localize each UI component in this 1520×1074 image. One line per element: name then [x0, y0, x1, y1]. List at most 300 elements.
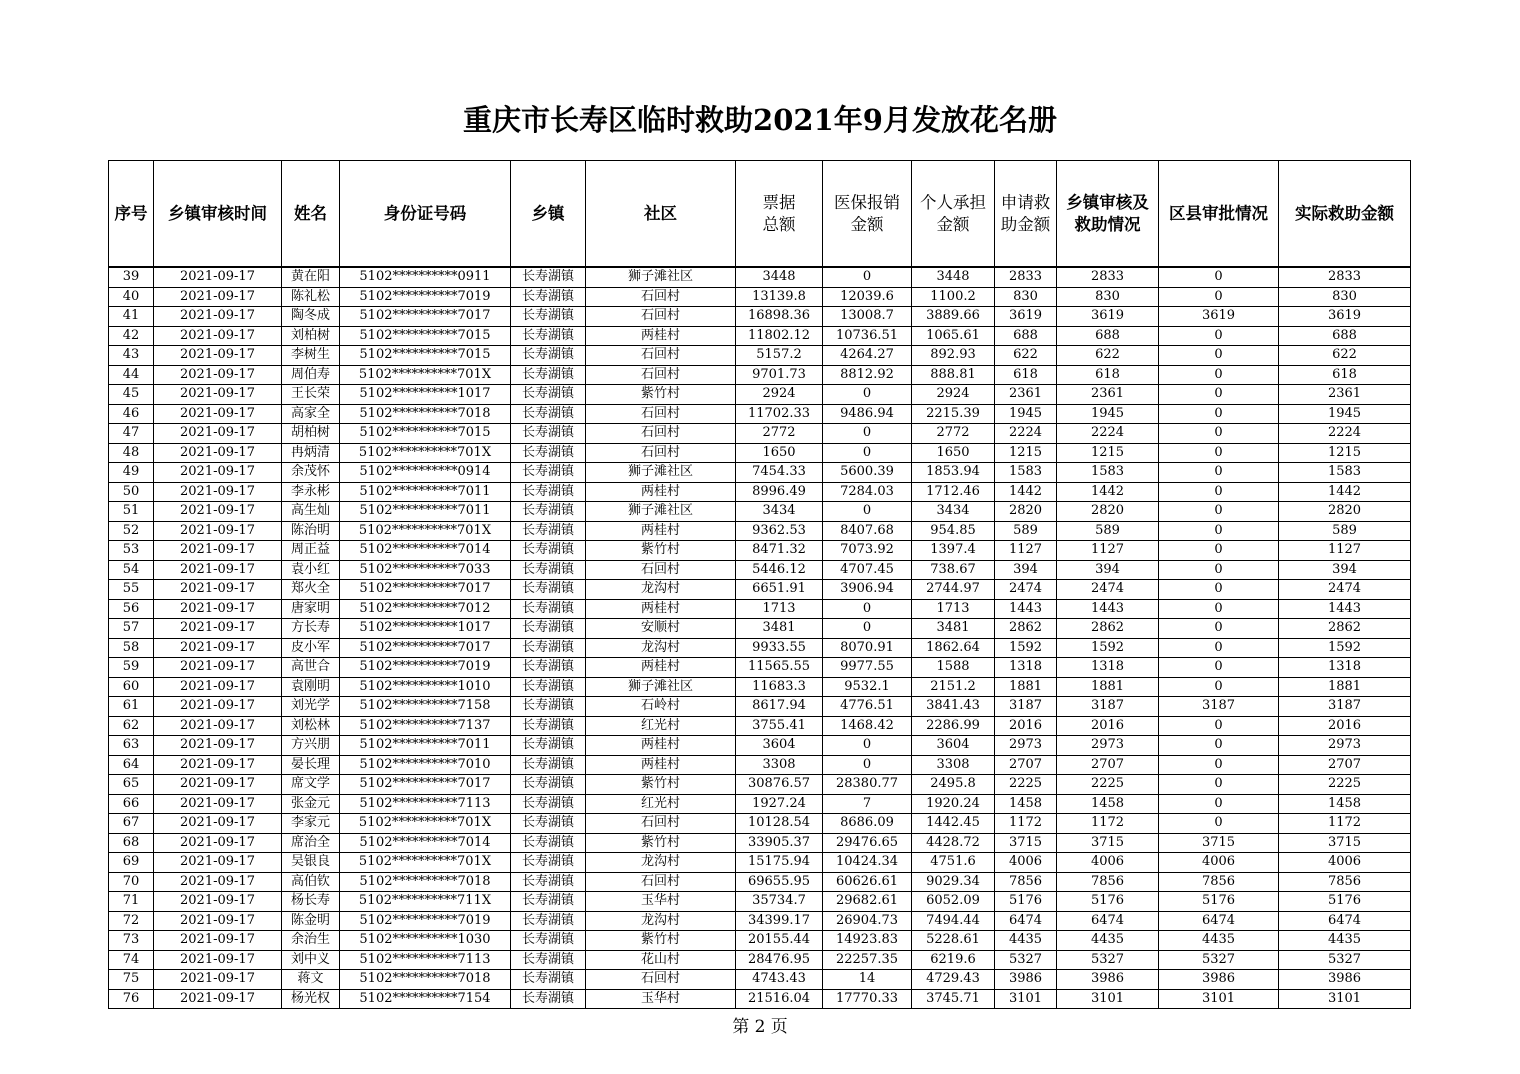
cell-requested-amount: 1458	[995, 794, 1057, 814]
cell-town-review: 2820	[1057, 502, 1159, 522]
table-row	[109, 872, 1411, 892]
cell-town: 长寿湖镇	[511, 794, 586, 814]
cell-requested-amount: 589	[995, 521, 1057, 541]
cell-town: 长寿湖镇	[511, 541, 586, 561]
cell-insurance-reimbursed: 8070.91	[823, 638, 912, 658]
cell-actual-amount: 4006	[1279, 853, 1411, 873]
cell-requested-amount: 1442	[995, 482, 1057, 502]
cell-community: 石回村	[586, 365, 736, 385]
cell-bill-total: 1927.24	[736, 794, 823, 814]
cell-review-date: 2021-09-17	[154, 326, 282, 346]
cell-actual-amount: 622	[1279, 346, 1411, 366]
cell-review-date: 2021-09-17	[154, 619, 282, 639]
cell-bill-total: 28476.95	[736, 950, 823, 970]
column-header-community: 社区	[586, 161, 736, 268]
cell-insurance-reimbursed: 60626.61	[823, 872, 912, 892]
cell-town-review: 2016	[1057, 716, 1159, 736]
cell-actual-amount: 1172	[1279, 814, 1411, 834]
cell-requested-amount: 622	[995, 346, 1057, 366]
cell-community: 石回村	[586, 443, 736, 463]
cell-requested-amount: 3619	[995, 307, 1057, 327]
cell-community: 龙沟村	[586, 911, 736, 931]
cell-town-review: 1945	[1057, 404, 1159, 424]
table-row	[109, 677, 1411, 697]
cell-name: 唐家明	[282, 599, 340, 619]
table-row	[109, 502, 1411, 522]
cell-bill-total: 5157.2	[736, 346, 823, 366]
cell-actual-amount: 3101	[1279, 989, 1411, 1009]
cell-seq: 45	[109, 385, 154, 405]
cell-requested-amount: 2707	[995, 755, 1057, 775]
cell-bill-total: 11683.3	[736, 677, 823, 697]
cell-seq: 63	[109, 736, 154, 756]
cell-town-review: 2225	[1057, 775, 1159, 795]
cell-district-approval: 0	[1159, 385, 1279, 405]
cell-id-number: 5102**********7012	[340, 599, 511, 619]
cell-town: 长寿湖镇	[511, 599, 586, 619]
table-row	[109, 814, 1411, 834]
cell-community: 石回村	[586, 404, 736, 424]
cell-bill-total: 8617.94	[736, 697, 823, 717]
cell-review-date: 2021-09-17	[154, 658, 282, 678]
cell-town-review: 1583	[1057, 463, 1159, 483]
cell-seq: 48	[109, 443, 154, 463]
cell-name: 高家全	[282, 404, 340, 424]
cell-actual-amount: 4435	[1279, 931, 1411, 951]
cell-community: 石回村	[586, 287, 736, 307]
cell-name: 刘光学	[282, 697, 340, 717]
cell-id-number: 5102**********1017	[340, 619, 511, 639]
cell-personal-cost: 4729.43	[912, 970, 995, 990]
cell-insurance-reimbursed: 9486.94	[823, 404, 912, 424]
cell-name: 陈礼松	[282, 287, 340, 307]
cell-actual-amount: 3986	[1279, 970, 1411, 990]
cell-seq: 39	[109, 267, 154, 287]
cell-seq: 68	[109, 833, 154, 853]
cell-id-number: 5102**********7154	[340, 989, 511, 1009]
cell-name: 王长荣	[282, 385, 340, 405]
cell-community: 安顺村	[586, 619, 736, 639]
cell-town-review: 1127	[1057, 541, 1159, 561]
cell-personal-cost: 2495.8	[912, 775, 995, 795]
cell-id-number: 5102**********7017	[340, 775, 511, 795]
cell-personal-cost: 3448	[912, 267, 995, 287]
cell-personal-cost: 3308	[912, 755, 995, 775]
cell-name: 李家元	[282, 814, 340, 834]
cell-district-approval: 0	[1159, 541, 1279, 561]
cell-name: 吴银良	[282, 853, 340, 873]
cell-community: 紫竹村	[586, 833, 736, 853]
table-row	[109, 326, 1411, 346]
column-header-insurance-reimbursed: 医保报销 金额	[823, 161, 912, 268]
cell-personal-cost: 3604	[912, 736, 995, 756]
cell-name: 杨长寿	[282, 892, 340, 912]
table-row	[109, 599, 1411, 619]
cell-bill-total: 20155.44	[736, 931, 823, 951]
cell-town: 长寿湖镇	[511, 658, 586, 678]
cell-seq: 67	[109, 814, 154, 834]
cell-district-approval: 0	[1159, 463, 1279, 483]
cell-requested-amount: 1583	[995, 463, 1057, 483]
cell-district-approval: 0	[1159, 502, 1279, 522]
cell-requested-amount: 3187	[995, 697, 1057, 717]
cell-personal-cost: 1100.2	[912, 287, 995, 307]
cell-actual-amount: 1881	[1279, 677, 1411, 697]
cell-community: 狮子滩社区	[586, 677, 736, 697]
cell-bill-total: 3308	[736, 755, 823, 775]
cell-requested-amount: 2973	[995, 736, 1057, 756]
cell-id-number: 5102**********7113	[340, 950, 511, 970]
cell-community: 两桂村	[586, 599, 736, 619]
cell-id-number: 5102**********7015	[340, 424, 511, 444]
cell-bill-total: 5446.12	[736, 560, 823, 580]
column-header-district-approval: 区县审批情况	[1159, 161, 1279, 268]
cell-id-number: 5102**********7018	[340, 404, 511, 424]
cell-personal-cost: 1442.45	[912, 814, 995, 834]
cell-personal-cost: 2286.99	[912, 716, 995, 736]
cell-district-approval: 0	[1159, 326, 1279, 346]
cell-insurance-reimbursed: 4776.51	[823, 697, 912, 717]
cell-town-review: 1318	[1057, 658, 1159, 678]
cell-town: 长寿湖镇	[511, 775, 586, 795]
cell-actual-amount: 1583	[1279, 463, 1411, 483]
cell-seq: 40	[109, 287, 154, 307]
cell-seq: 58	[109, 638, 154, 658]
cell-insurance-reimbursed: 17770.33	[823, 989, 912, 1009]
cell-community: 玉华村	[586, 989, 736, 1009]
cell-town: 长寿湖镇	[511, 326, 586, 346]
cell-district-approval: 3986	[1159, 970, 1279, 990]
cell-actual-amount: 394	[1279, 560, 1411, 580]
cell-town: 长寿湖镇	[511, 619, 586, 639]
table-row	[109, 424, 1411, 444]
cell-name: 方长寿	[282, 619, 340, 639]
cell-id-number: 5102**********7017	[340, 638, 511, 658]
cell-personal-cost: 1397.4	[912, 541, 995, 561]
cell-community: 石回村	[586, 346, 736, 366]
cell-town: 长寿湖镇	[511, 755, 586, 775]
cell-actual-amount: 2016	[1279, 716, 1411, 736]
cell-personal-cost: 1650	[912, 443, 995, 463]
cell-id-number: 5102**********7015	[340, 346, 511, 366]
cell-actual-amount: 1443	[1279, 599, 1411, 619]
cell-bill-total: 9933.55	[736, 638, 823, 658]
cell-district-approval: 0	[1159, 755, 1279, 775]
cell-town: 长寿湖镇	[511, 424, 586, 444]
cell-review-date: 2021-09-17	[154, 853, 282, 873]
table-row	[109, 267, 1411, 287]
cell-community: 狮子滩社区	[586, 502, 736, 522]
cell-district-approval: 0	[1159, 365, 1279, 385]
cell-town: 长寿湖镇	[511, 521, 586, 541]
cell-insurance-reimbursed: 26904.73	[823, 911, 912, 931]
cell-personal-cost: 2744.97	[912, 580, 995, 600]
cell-review-date: 2021-09-17	[154, 697, 282, 717]
cell-community: 龙沟村	[586, 580, 736, 600]
cell-insurance-reimbursed: 14923.83	[823, 931, 912, 951]
cell-id-number: 5102**********1010	[340, 677, 511, 697]
cell-community: 石岭村	[586, 697, 736, 717]
cell-insurance-reimbursed: 3906.94	[823, 580, 912, 600]
cell-town: 长寿湖镇	[511, 931, 586, 951]
cell-id-number: 5102**********0911	[340, 267, 511, 287]
cell-town: 长寿湖镇	[511, 267, 586, 287]
cell-personal-cost: 4428.72	[912, 833, 995, 853]
cell-name: 刘柏树	[282, 326, 340, 346]
cell-seq: 71	[109, 892, 154, 912]
cell-review-date: 2021-09-17	[154, 911, 282, 931]
cell-town-review: 2224	[1057, 424, 1159, 444]
cell-district-approval: 0	[1159, 599, 1279, 619]
cell-review-date: 2021-09-17	[154, 541, 282, 561]
cell-insurance-reimbursed: 22257.35	[823, 950, 912, 970]
cell-actual-amount: 3715	[1279, 833, 1411, 853]
cell-name: 余茂怀	[282, 463, 340, 483]
cell-district-approval: 0	[1159, 560, 1279, 580]
cell-seq: 61	[109, 697, 154, 717]
table-row	[109, 833, 1411, 853]
cell-community: 两桂村	[586, 658, 736, 678]
cell-id-number: 5102**********701X	[340, 443, 511, 463]
cell-id-number: 5102**********7033	[340, 560, 511, 580]
cell-community: 两桂村	[586, 521, 736, 541]
cell-personal-cost: 6052.09	[912, 892, 995, 912]
cell-personal-cost: 888.81	[912, 365, 995, 385]
cell-town-review: 1458	[1057, 794, 1159, 814]
cell-name: 陈治明	[282, 521, 340, 541]
cell-seq: 72	[109, 911, 154, 931]
cell-actual-amount: 1442	[1279, 482, 1411, 502]
cell-insurance-reimbursed: 8407.68	[823, 521, 912, 541]
cell-personal-cost: 1588	[912, 658, 995, 678]
table-row	[109, 560, 1411, 580]
cell-requested-amount: 2862	[995, 619, 1057, 639]
cell-district-approval: 0	[1159, 346, 1279, 366]
cell-personal-cost: 2924	[912, 385, 995, 405]
cell-district-approval: 3619	[1159, 307, 1279, 327]
cell-id-number: 5102**********711X	[340, 892, 511, 912]
cell-seq: 74	[109, 950, 154, 970]
cell-review-date: 2021-09-17	[154, 989, 282, 1009]
cell-insurance-reimbursed: 0	[823, 267, 912, 287]
cell-town: 长寿湖镇	[511, 385, 586, 405]
cell-district-approval: 0	[1159, 716, 1279, 736]
cell-personal-cost: 4751.6	[912, 853, 995, 873]
cell-town-review: 2833	[1057, 267, 1159, 287]
table-row	[109, 970, 1411, 990]
cell-review-date: 2021-09-17	[154, 580, 282, 600]
column-header-town-review: 乡镇审核及 救助情况	[1057, 161, 1159, 268]
cell-town: 长寿湖镇	[511, 502, 586, 522]
cell-personal-cost: 3745.71	[912, 989, 995, 1009]
cell-personal-cost: 7494.44	[912, 911, 995, 931]
cell-insurance-reimbursed: 0	[823, 502, 912, 522]
cell-seq: 53	[109, 541, 154, 561]
column-header-personal-cost: 个人承担 金额	[912, 161, 995, 268]
cell-town: 长寿湖镇	[511, 833, 586, 853]
cell-town: 长寿湖镇	[511, 911, 586, 931]
cell-actual-amount: 7856	[1279, 872, 1411, 892]
cell-review-date: 2021-09-17	[154, 560, 282, 580]
cell-seq: 76	[109, 989, 154, 1009]
cell-insurance-reimbursed: 0	[823, 424, 912, 444]
cell-id-number: 5102**********7017	[340, 307, 511, 327]
cell-community: 龙沟村	[586, 638, 736, 658]
cell-personal-cost: 954.85	[912, 521, 995, 541]
table-row	[109, 619, 1411, 639]
cell-requested-amount: 1881	[995, 677, 1057, 697]
cell-district-approval: 0	[1159, 736, 1279, 756]
table-row	[109, 482, 1411, 502]
cell-town: 长寿湖镇	[511, 892, 586, 912]
cell-seq: 42	[109, 326, 154, 346]
cell-community: 两桂村	[586, 755, 736, 775]
cell-requested-amount: 4435	[995, 931, 1057, 951]
cell-review-date: 2021-09-17	[154, 736, 282, 756]
cell-insurance-reimbursed: 5600.39	[823, 463, 912, 483]
cell-bill-total: 10128.54	[736, 814, 823, 834]
cell-name: 李永彬	[282, 482, 340, 502]
cell-town-review: 589	[1057, 521, 1159, 541]
table-row	[109, 463, 1411, 483]
cell-id-number: 5102**********7011	[340, 736, 511, 756]
cell-bill-total: 16898.36	[736, 307, 823, 327]
cell-personal-cost: 1713	[912, 599, 995, 619]
cell-id-number: 5102**********701X	[340, 853, 511, 873]
cell-name: 袁刚明	[282, 677, 340, 697]
column-header-requested-amount: 申请救 助金额	[995, 161, 1057, 268]
cell-requested-amount: 2820	[995, 502, 1057, 522]
cell-personal-cost: 1065.61	[912, 326, 995, 346]
cell-requested-amount: 3986	[995, 970, 1057, 990]
table-row	[109, 580, 1411, 600]
cell-id-number: 5102**********7137	[340, 716, 511, 736]
cell-seq: 50	[109, 482, 154, 502]
cell-name: 刘中义	[282, 950, 340, 970]
cell-bill-total: 15175.94	[736, 853, 823, 873]
cell-requested-amount: 2225	[995, 775, 1057, 795]
cell-requested-amount: 1318	[995, 658, 1057, 678]
cell-seq: 43	[109, 346, 154, 366]
table-row	[109, 892, 1411, 912]
cell-review-date: 2021-09-17	[154, 775, 282, 795]
cell-requested-amount: 1945	[995, 404, 1057, 424]
cell-town: 长寿湖镇	[511, 560, 586, 580]
cell-requested-amount: 2016	[995, 716, 1057, 736]
cell-seq: 57	[109, 619, 154, 639]
cell-actual-amount: 1945	[1279, 404, 1411, 424]
cell-seq: 54	[109, 560, 154, 580]
cell-actual-amount: 830	[1279, 287, 1411, 307]
cell-district-approval: 0	[1159, 638, 1279, 658]
cell-actual-amount: 2474	[1279, 580, 1411, 600]
cell-review-date: 2021-09-17	[154, 599, 282, 619]
cell-actual-amount: 2225	[1279, 775, 1411, 795]
cell-seq: 49	[109, 463, 154, 483]
cell-id-number: 5102**********7018	[340, 970, 511, 990]
cell-insurance-reimbursed: 8686.09	[823, 814, 912, 834]
cell-requested-amount: 3101	[995, 989, 1057, 1009]
cell-bill-total: 4743.43	[736, 970, 823, 990]
column-header-name: 姓名	[282, 161, 340, 268]
cell-name: 高世合	[282, 658, 340, 678]
cell-community: 石回村	[586, 814, 736, 834]
cell-bill-total: 3434	[736, 502, 823, 522]
cell-community: 两桂村	[586, 326, 736, 346]
cell-insurance-reimbursed: 7	[823, 794, 912, 814]
cell-insurance-reimbursed: 29476.65	[823, 833, 912, 853]
cell-bill-total: 11702.33	[736, 404, 823, 424]
cell-town: 长寿湖镇	[511, 677, 586, 697]
cell-district-approval: 3187	[1159, 697, 1279, 717]
column-header-id-number: 身份证号码	[340, 161, 511, 268]
cell-community: 狮子滩社区	[586, 463, 736, 483]
cell-actual-amount: 688	[1279, 326, 1411, 346]
cell-actual-amount: 2820	[1279, 502, 1411, 522]
cell-id-number: 5102**********701X	[340, 814, 511, 834]
cell-district-approval: 0	[1159, 267, 1279, 287]
cell-town-review: 1443	[1057, 599, 1159, 619]
cell-requested-amount: 394	[995, 560, 1057, 580]
cell-seq: 70	[109, 872, 154, 892]
cell-name: 胡柏树	[282, 424, 340, 444]
table-row	[109, 287, 1411, 307]
cell-district-approval: 0	[1159, 287, 1279, 307]
cell-town-review: 1592	[1057, 638, 1159, 658]
cell-town-review: 3101	[1057, 989, 1159, 1009]
table-row	[109, 346, 1411, 366]
cell-requested-amount: 1443	[995, 599, 1057, 619]
cell-requested-amount: 2224	[995, 424, 1057, 444]
cell-review-date: 2021-09-17	[154, 287, 282, 307]
cell-town-review: 2361	[1057, 385, 1159, 405]
cell-requested-amount: 1592	[995, 638, 1057, 658]
cell-insurance-reimbursed: 0	[823, 599, 912, 619]
cell-review-date: 2021-09-17	[154, 521, 282, 541]
cell-town-review: 1172	[1057, 814, 1159, 834]
cell-personal-cost: 738.67	[912, 560, 995, 580]
cell-review-date: 2021-09-17	[154, 424, 282, 444]
cell-community: 紫竹村	[586, 385, 736, 405]
cell-district-approval: 4435	[1159, 931, 1279, 951]
cell-town-review: 3619	[1057, 307, 1159, 327]
cell-town-review: 1442	[1057, 482, 1159, 502]
cell-seq: 51	[109, 502, 154, 522]
cell-review-date: 2021-09-17	[154, 443, 282, 463]
cell-seq: 59	[109, 658, 154, 678]
cell-town-review: 688	[1057, 326, 1159, 346]
column-header-town: 乡镇	[511, 161, 586, 268]
cell-seq: 55	[109, 580, 154, 600]
cell-actual-amount: 1127	[1279, 541, 1411, 561]
cell-seq: 65	[109, 775, 154, 795]
cell-bill-total: 13139.8	[736, 287, 823, 307]
cell-requested-amount: 1127	[995, 541, 1057, 561]
table-row	[109, 736, 1411, 756]
cell-actual-amount: 2973	[1279, 736, 1411, 756]
cell-insurance-reimbursed: 0	[823, 443, 912, 463]
cell-seq: 66	[109, 794, 154, 814]
cell-seq: 73	[109, 931, 154, 951]
cell-community: 紫竹村	[586, 775, 736, 795]
table-row	[109, 794, 1411, 814]
cell-requested-amount: 2474	[995, 580, 1057, 600]
cell-community: 红光村	[586, 794, 736, 814]
cell-review-date: 2021-09-17	[154, 307, 282, 327]
cell-seq: 46	[109, 404, 154, 424]
cell-town: 长寿湖镇	[511, 950, 586, 970]
cell-town-review: 830	[1057, 287, 1159, 307]
